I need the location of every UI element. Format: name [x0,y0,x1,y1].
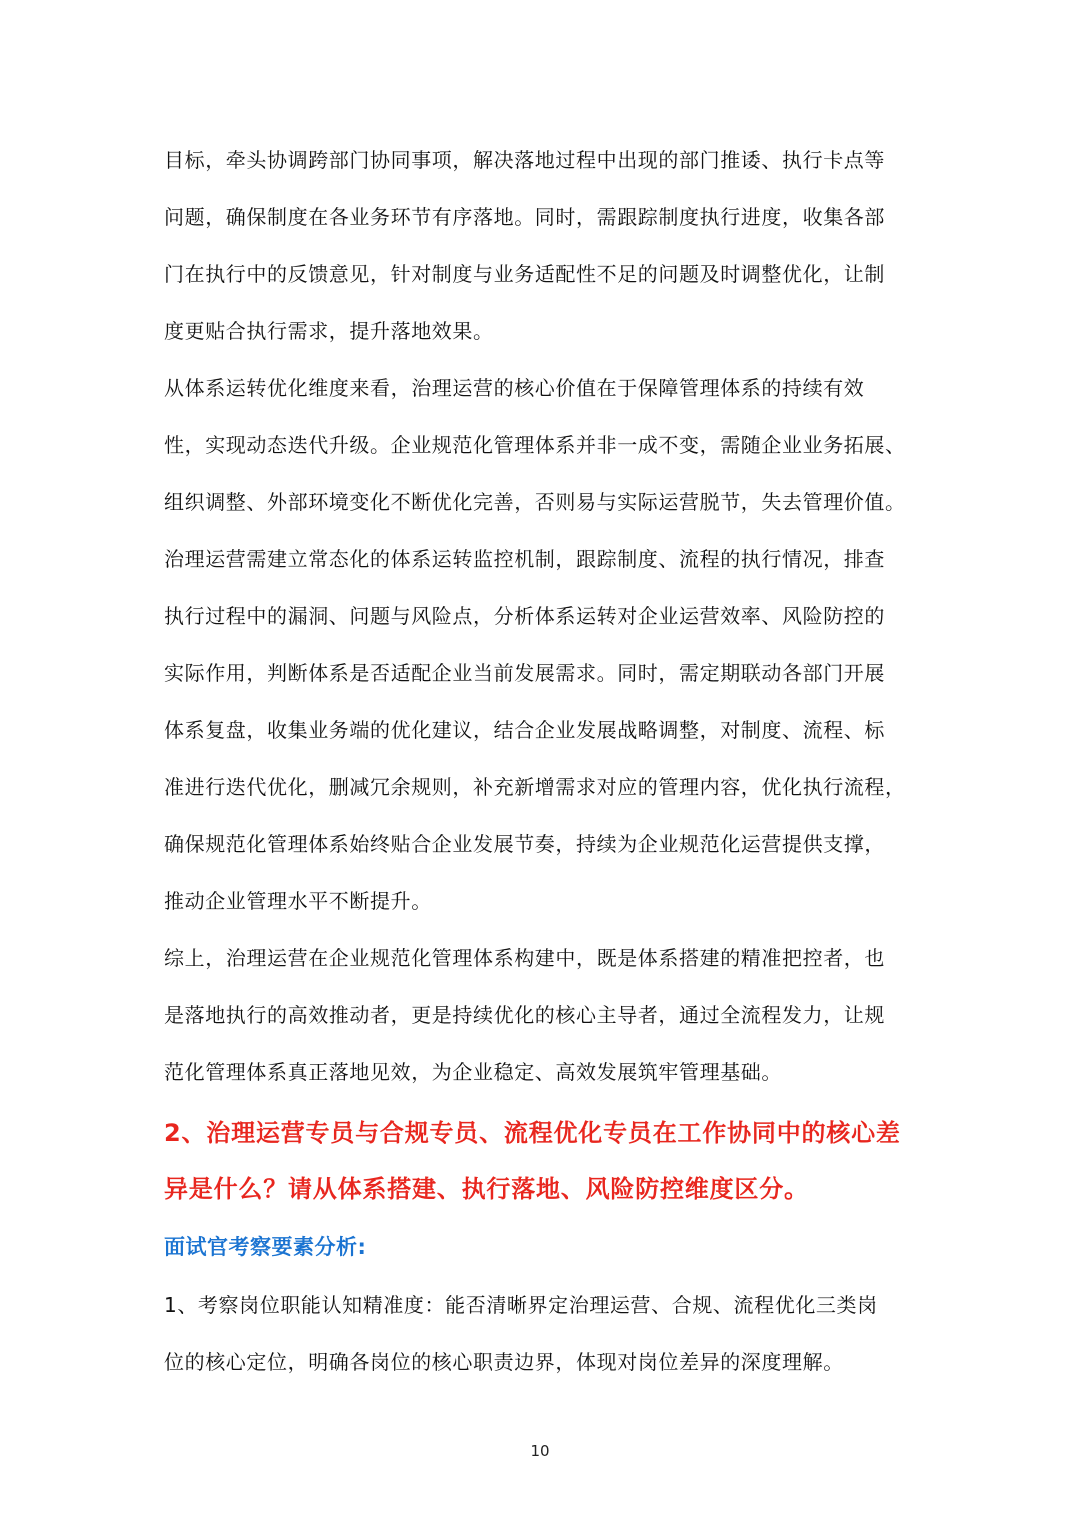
text-line: 度更贴合执行需求，提升落地效果。 [164,319,494,343]
question-heading [164,1105,918,1217]
text-line: 是落地执行的高效推动者，更是持续优化的核心主导者，通过全流程发力，让规 [164,1003,885,1027]
analysis-item-1 [164,1277,918,1391]
body-paragraph-3 [164,930,918,1101]
text-line: 执行过程中的漏洞、问题与风险点，分析体系运转对企业运营效率、风险防控的 [164,604,885,628]
text-line: 治理运营需建立常态化的体系运转监控机制，跟踪制度、流程的执行情况，排查 [164,547,885,571]
page-content [164,132,918,1391]
text-line: 确保规范化管理体系始终贴合企业发展节奏，持续为企业规范化运营提供支撑， [164,832,885,856]
text-line: 目标，牵头协调跨部门协同事项，解决落地过程中出现的部门推诿、执行卡点等 [164,148,885,172]
text-line: 范化管理体系真正落地见效，为企业稳定、高效发展筑牢管理基础。 [164,1060,782,1084]
body-paragraph-1 [164,132,918,360]
analysis-heading: 面试官考察要素分析: [164,1235,367,1259]
text-line: 从体系运转优化维度来看，治理运营的核心价值在于保障管理体系的持续有效 [164,376,865,400]
page-number: 10 [530,1442,550,1460]
heading-line: 2、治理运营专员与合规专员、流程优化专员在工作协同中的核心差 [164,1119,901,1147]
text-line: 推动企业管理水平不断提升。 [164,889,432,913]
text-line: 组织调整、外部环境变化不断优化完善，否则易与实际运营脱节，失去管理价值。 [164,490,906,514]
text-line: 实际作用，判断体系是否适配企业当前发展需求。同时，需定期联动各部门开展 [164,661,885,685]
text-line: 1、考察岗位职能认知精准度：能否清晰界定治理运营、合规、流程优化三类岗 [164,1293,878,1317]
heading-line: 异是什么？请从体系搭建、执行落地、风险防控维度区分。 [164,1175,809,1203]
text-line: 位的核心定位，明确各岗位的核心职责边界，体现对岗位差异的深度理解。 [164,1350,844,1374]
text-line: 体系复盘，收集业务端的优化建议，结合企业发展战略调整，对制度、流程、标 [164,718,885,742]
text-line: 综上，治理运营在企业规范化管理体系构建中，既是体系搭建的精准把控者，也 [164,946,885,970]
text-line: 性，实现动态迭代升级。企业规范化管理体系并非一成不变，需随企业业务拓展、 [164,433,906,457]
text-line: 门在执行中的反馈意见，针对制度与业务适配性不足的问题及时调整优化，让制 [164,262,885,286]
body-paragraph-2 [164,360,918,930]
text-line: 准进行迭代优化，删减冗余规则，补充新增需求对应的管理内容，优化执行流程， [164,775,906,799]
text-line: 问题，确保制度在各业务环节有序落地。同时，需跟踪制度执行进度，收集各部 [164,205,885,229]
